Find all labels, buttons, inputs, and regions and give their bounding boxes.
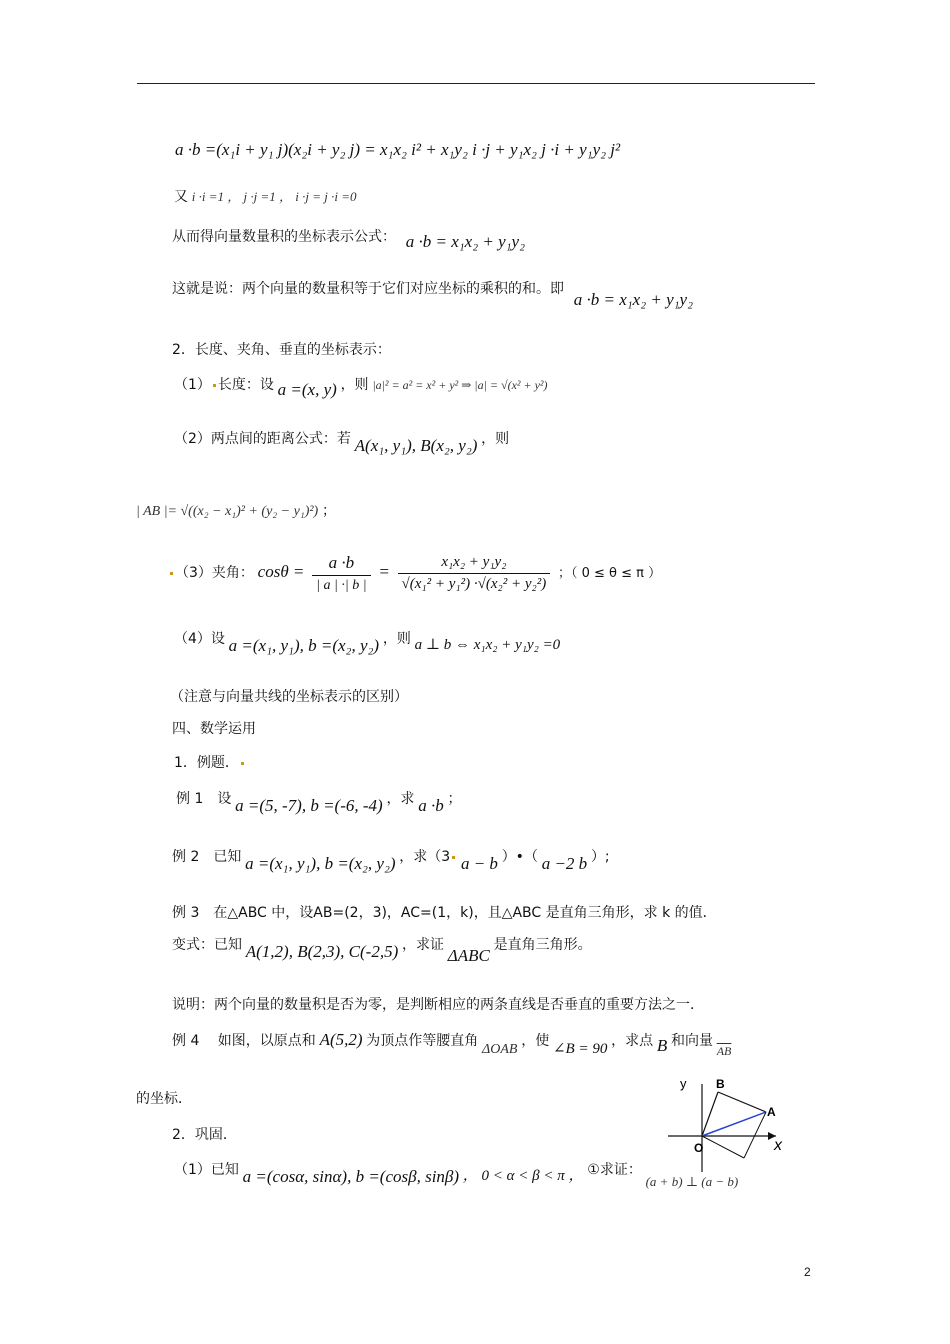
example-3: 例 3 在△ABC 中，设AB=(2，3)，AC=(1，k)，且△ABC 是直角三角形，求 k 的值． <box>172 905 717 921</box>
item-4-then: ，则 <box>382 631 411 647</box>
variant <box>172 934 592 965</box>
variant-mid: ，求证 <box>402 937 444 953</box>
ex4-point: A(5,2) <box>319 1030 363 1049</box>
ex4-mid: 为顶点作等腰直角 <box>366 1033 479 1049</box>
distance-formula: | AB |= √((x₂ − x₁)² + (y₂ − y₁)²) <box>136 504 319 519</box>
ex2-expr-1: a − b <box>460 854 498 873</box>
line-zhe-text: 这就是说：两个向量的数量积等于它们对应坐标的乘积的和。即 <box>172 281 564 297</box>
segment-lower <box>702 1136 744 1158</box>
item-1-length-formula: |a|² = a² = x² + y² ⇒ |a| = √(x² + y²) <box>372 378 548 392</box>
section-4-title: 四、数学运用 <box>172 721 256 737</box>
line-cong-text: 从而得向量数量积的坐标表示公式： <box>172 229 396 245</box>
ex4-AB: AB <box>716 1044 732 1058</box>
example-title: 1．例题． <box>174 755 239 771</box>
item-4-condition: a ⊥ b ⇔ x₁x₂ + y₁y₂ =0 <box>414 637 561 653</box>
variant-end: 是直角三角形。 <box>493 937 592 953</box>
cons1-label: （1）已知 <box>174 1162 239 1178</box>
example-1 <box>176 788 462 815</box>
page-number: 2 <box>804 1265 811 1279</box>
item-3-eq: = <box>378 561 390 581</box>
angle-fraction-2 <box>398 554 551 593</box>
angle-frac1-den: | a | ·| b | <box>316 578 367 593</box>
item-2-text: （2）两点间的距离公式：若 <box>174 431 351 447</box>
angle-range: ；（ 0 ≤ θ ≤ π ） <box>557 565 662 581</box>
segment-OB <box>702 1092 718 1136</box>
ex2-expr-2: a −2 b <box>541 854 588 873</box>
ex2-end: ）; <box>590 849 610 865</box>
ex1-target: a ·b <box>418 796 444 815</box>
ex2-vectors: a =(x₁, y₁), b =(x₂, y₂) <box>245 854 396 873</box>
ex2-ask: ，求（3 <box>399 849 451 865</box>
item-4-text: （4）设 <box>174 631 225 647</box>
angle-frac2-num: x₁x₂ + y₁y₂ <box>398 554 551 574</box>
item-3 <box>168 553 661 594</box>
marker-dot <box>452 856 455 859</box>
ex4-ask: ，求点 <box>611 1033 654 1049</box>
marker-dot <box>213 384 216 387</box>
marker-dot <box>241 762 244 765</box>
item-4 <box>174 628 561 655</box>
angle-frac2-den: √(x₁² + y₁²) ·√(x₂² + y₂²) <box>401 576 547 592</box>
item-2-then: ，则 <box>481 431 510 447</box>
ex4-make: ，使 <box>521 1033 550 1049</box>
cons1-range: ， 0 < α < β < π ， <box>462 1168 584 1184</box>
line-zhe-math: a ·b = x₁x₂ + y₁y₂ <box>573 290 694 309</box>
item-3-text: （3）夹角： <box>175 564 254 581</box>
coordinate-figure <box>664 1072 794 1177</box>
item-3-cos: cosθ = <box>257 561 305 581</box>
ex4-triangle: ΔOAB <box>482 1042 518 1057</box>
header-rule <box>137 83 815 84</box>
item-1 <box>174 374 548 399</box>
ex1-end: ； <box>447 791 462 807</box>
ex4-label: 例 4 如图，以原点和 <box>172 1033 316 1049</box>
item-1-then: ，则 <box>340 377 369 393</box>
fig-label-y: y <box>680 1076 687 1091</box>
item-1-math-a: a =(x, y) <box>277 380 337 399</box>
fig-label-x: x <box>774 1137 782 1154</box>
example-title-line <box>174 752 246 772</box>
cons1-vectors: a =(cosα, sinα), b =(cosβ, sinβ) <box>242 1167 460 1186</box>
fig-label-B: B <box>716 1077 725 1091</box>
example-2 <box>172 846 610 873</box>
angle-frac1-num: a ·b <box>312 553 370 576</box>
item-4-vectors: a =(x₁, y₁), b =(x₂, y₂) <box>228 636 380 655</box>
section-2-title: 2．长度、夹角、垂直的坐标表示： <box>172 342 391 358</box>
segment-BA <box>718 1092 766 1112</box>
ex4-and: 和向量 <box>670 1033 713 1049</box>
item-2-points: A(x₁, y₁), B(x₂, y₂) <box>354 436 478 455</box>
fig-label-O: O <box>694 1141 704 1155</box>
line-you-prefix: 又 <box>174 189 188 205</box>
angle-fraction-1 <box>312 553 370 594</box>
line-cong <box>172 226 526 251</box>
marker-dot <box>170 572 173 575</box>
ex2-mid: ）•（ <box>501 849 538 865</box>
item-2 <box>174 428 510 455</box>
ex4-B: B <box>656 1036 668 1055</box>
consolidate-1 <box>174 1158 739 1189</box>
consolidate-title: 2．巩固． <box>172 1127 237 1143</box>
ex4-angle: ∠B = 90 <box>552 1041 608 1057</box>
item-1-text: 长度：设 <box>217 377 274 393</box>
cons1-target: (a + b) ⊥ (a − b) <box>645 1174 739 1189</box>
ex2-label: 例 2 已知 <box>172 849 242 865</box>
line-you <box>174 186 357 206</box>
line-you-math: i ·i =1 ， j ·j =1 ， i ·j = j ·i =0 <box>191 189 357 204</box>
ex1-ask: ，求 <box>386 791 415 807</box>
fig-label-A: A <box>767 1105 776 1119</box>
line-cong-math: a ·b = x₁x₂ + y₁y₂ <box>405 232 526 251</box>
item-1-label: （1） <box>174 377 211 393</box>
variant-points: A(1,2), B(2,3), C(-2,5) <box>245 942 399 961</box>
formula-expand: a ·b =(x₁i + y₁ j)(x₂i + y₂ j) = x₁x₂ i² + x₁y₂ i ·j + y₁x₂ j ·i + y₁y₂ j² <box>175 140 621 159</box>
ex1-label: 例 1 设 <box>176 791 232 807</box>
ex1-vectors: a =(5, -7), b =(-6, -4) <box>235 796 383 815</box>
distance-formula-line <box>136 500 336 520</box>
line-zhe <box>172 278 694 309</box>
note: （注意与向量共线的坐标表示的区别） <box>170 689 408 705</box>
cons1-prove: ①求证： <box>587 1162 642 1178</box>
distance-end: ； <box>321 503 336 519</box>
ex4-continuation: 的坐标． <box>136 1091 192 1107</box>
variant-label: 变式：已知 <box>172 937 242 953</box>
explanation: 说明：两个向量的数量积是否为零，是判断相应的两条直线是否垂直的重要方法之一． <box>172 997 704 1013</box>
example-4 <box>172 1030 732 1058</box>
variant-triangle: ΔABC <box>447 946 490 965</box>
